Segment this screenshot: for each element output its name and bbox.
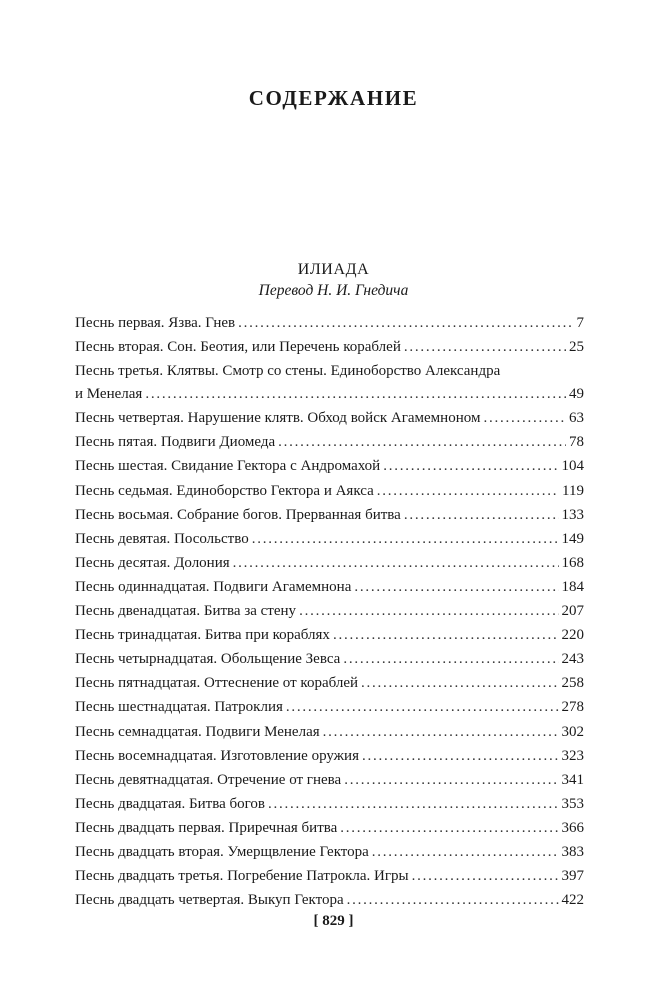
toc-entry-page: 49 [569,386,584,403]
toc-entry-page: 353 [561,795,584,812]
toc-entry[interactable] [75,504,584,527]
toc-entry[interactable] [75,624,584,647]
toc-entry-title: Песнь семнадцатая. Подвиги Менелая [75,723,320,740]
toc-entry[interactable] [75,407,584,430]
toc-entry[interactable] [75,793,584,816]
toc-entry-page: 220 [561,627,584,644]
toc-entry[interactable] [75,672,584,695]
toc-entry-title: Песнь девятнадцатая. Отречение от гнева [75,771,342,788]
toc-entry-page: 25 [569,339,584,356]
page-title: СОДЕРЖАНИЕ [248,86,419,110]
toc-entry[interactable] [75,889,584,912]
table-of-contents [75,312,584,913]
toc-entry[interactable] [75,360,584,406]
dot-leader [333,624,559,647]
toc-entry-page: 7 [576,315,584,331]
dot-leader [323,721,559,744]
dot-leader [145,383,566,406]
toc-entry-title: Песнь пятнадцатая. Оттеснение от кораблей [75,675,359,692]
dot-leader [344,769,558,792]
toc-entry-title-line1: Песнь третья. Клятвы. Смотр со стены. Единоборство Александра [75,363,501,380]
toc-entry-page: 63 [569,410,584,427]
toc-entry[interactable] [75,576,584,599]
toc-entry-title: Песнь восемнадцатая. Изготовление оружия [75,747,359,764]
toc-entry-title: и Менелая [75,386,143,403]
toc-entry-title: Песнь девятая. Посольство [75,530,249,547]
toc-entry-page: 383 [561,843,584,860]
toc-entry-title: Песнь шестая. Свидание Гектора с Андромахой [75,458,381,475]
toc-entry-page: 366 [561,819,584,836]
toc-entry[interactable] [75,769,584,792]
dot-leader [372,841,559,864]
dot-leader [299,600,558,623]
toc-entry-page: 78 [569,434,584,451]
dot-leader [361,672,558,695]
toc-entry-page: 184 [561,578,584,595]
dot-leader [377,480,559,503]
toc-entry-title: Песнь двадцать третья. Погребение Патрокла. Игры [75,868,409,885]
toc-entry-page: 397 [561,868,584,885]
toc-entry[interactable] [75,600,584,623]
dot-leader [347,889,559,912]
toc-entry-title: Песнь двадцать вторая. Умерщвление Гектора [75,843,369,860]
toc-entry[interactable] [75,336,584,359]
toc-entry[interactable] [75,431,584,454]
toc-entry-page: 323 [561,747,584,764]
toc-entry[interactable] [75,528,584,551]
toc-entry-title: Песнь одиннадцатая. Подвиги Агамемнона [75,578,352,595]
dot-leader [343,648,558,671]
toc-entry-title: Песнь двенадцатая. Битва за стену [75,603,297,620]
toc-entry[interactable] [75,841,584,864]
toc-entry[interactable] [75,721,584,744]
section-title: ИЛИАДА [297,261,370,278]
toc-entry-page: 258 [561,675,584,692]
dot-leader [404,336,566,359]
toc-entry[interactable] [75,745,584,768]
toc-entry-title: Песнь седьмая. Единоборство Гектора и Аякса [75,482,374,499]
toc-entry-page: 149 [561,530,584,547]
toc-entry-title: Песнь двадцать первая. Приречная битва [75,819,338,836]
dot-leader [362,745,559,768]
toc-entry-page: 278 [561,699,584,716]
toc-entry-title: Песнь тринадцатая. Битва при кораблях [75,627,330,644]
toc-entry[interactable] [75,312,584,335]
dot-leader [252,528,559,551]
toc-entry[interactable] [75,455,584,478]
toc-entry-title: Песнь первая. Язва. Гнев [75,315,236,331]
toc-entry-page: 243 [561,651,584,668]
dot-leader [340,817,558,840]
toc-entry-page: 168 [561,554,584,571]
toc-entry-title: Песнь пятая. Подвиги Диомеда [75,434,276,451]
toc-entry[interactable] [75,696,584,719]
dot-leader [286,696,559,719]
toc-entry-title: Песнь четырнадцатая. Обольщение Зевса [75,651,341,668]
toc-entry-title: Песнь шестнадцатая. Патроклия [75,699,283,716]
dot-leader [354,576,558,599]
toc-entry[interactable] [75,865,584,888]
toc-entry-title: Песнь восьмая. Собрание богов. Прерванная битва [75,506,401,523]
toc-entry-page: 133 [561,506,584,523]
dot-leader [412,865,559,888]
toc-entry-page: 104 [561,458,584,475]
toc-entry[interactable] [75,552,584,575]
toc-entry-title: Песнь двадцать четвертая. Выкуп Гектора [75,892,344,909]
dot-leader [483,407,566,430]
dot-leader [404,504,559,527]
section-subtitle: Перевод Н. И. Гнедича [258,282,409,299]
toc-entry-title: Песнь вторая. Сон. Беотия, или Перечень кораблей [75,339,401,356]
toc-entry-page: 422 [561,892,584,909]
toc-entry[interactable] [75,480,584,503]
dot-leader [268,793,558,816]
toc-entry-page: 119 [562,482,584,499]
dot-leader [233,552,559,575]
dot-leader [238,312,573,335]
toc-entry-page: 302 [561,723,584,740]
toc-entry-title: Песнь десятая. Долония [75,554,230,571]
toc-entry[interactable] [75,817,584,840]
toc-entry-title: Песнь двадцатая. Битва богов [75,795,266,812]
toc-entry-title: Песнь четвертая. Нарушение клятв. Обход войск Агамемноном [75,410,481,427]
toc-entry-page: 207 [561,603,584,620]
toc-entry[interactable] [75,648,584,671]
page-number-footer: [ 829 ] [313,913,354,929]
dot-leader [278,431,566,454]
toc-entry-page: 341 [561,771,584,788]
dot-leader [383,455,558,478]
